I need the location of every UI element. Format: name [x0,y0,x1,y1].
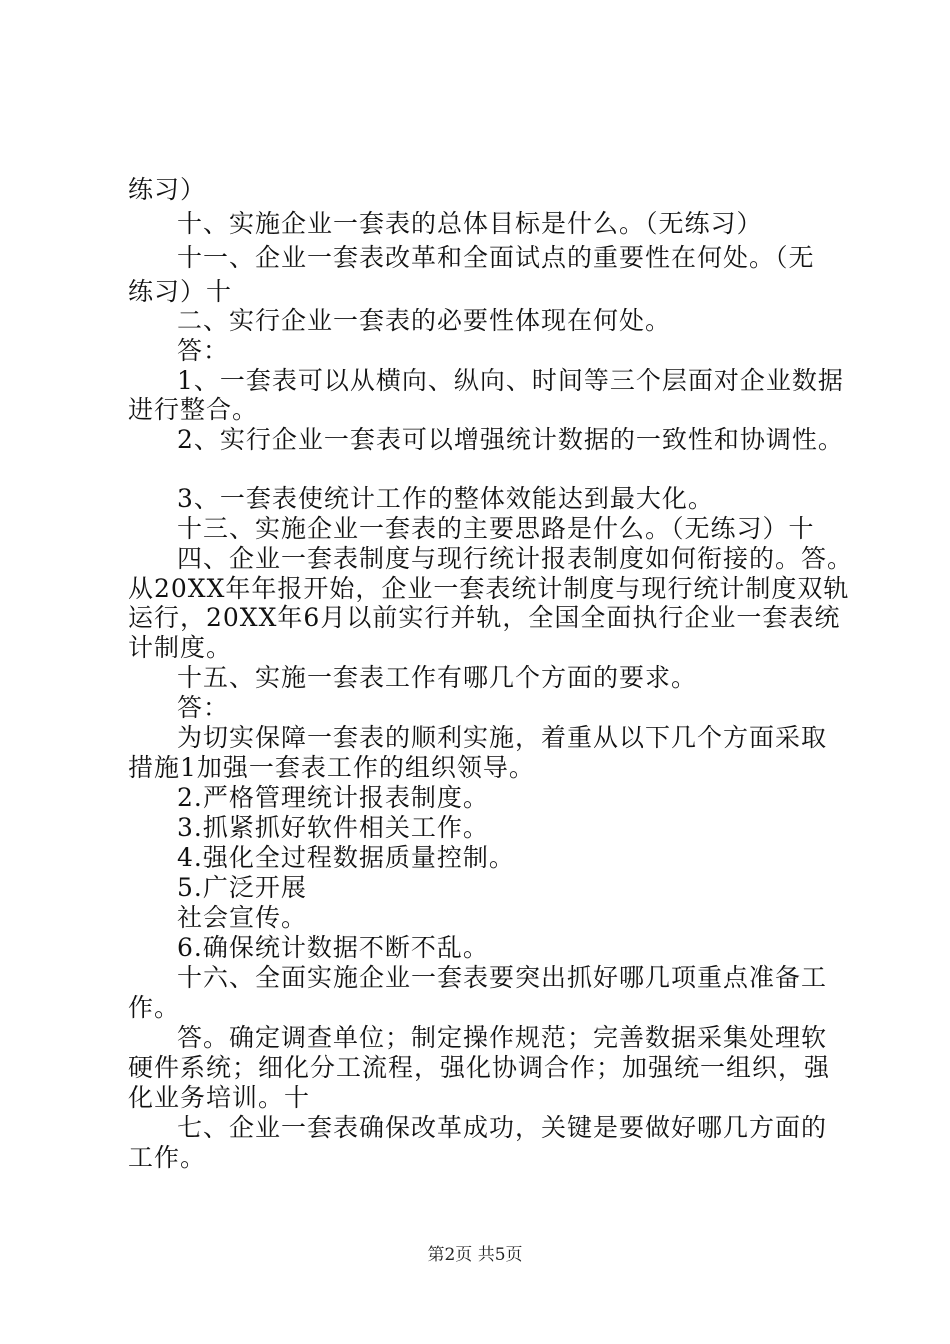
text-line: 3.抓紧抓好软件相关工作。 [177,813,489,842]
text-line: 十三、实施企业一套表的主要思路是什么。（无练习）十 [177,514,815,543]
text-line: 6.确保统计数据不断不乱。 [177,933,489,962]
text-line: 2、实行企业一套表可以增强统计数据的一致性和协调性。 [177,425,844,454]
text-line: 答。确定调查单位；制定操作规范；完善数据采集处理软 [177,1023,828,1052]
text-line: 四、企业一套表制度与现行统计报表制度如何衔接的。答。 [177,544,854,573]
text-line: 计制度。 [128,633,233,662]
text-line: 1、一套表可以从横向、纵向、时间等三个层面对企业数据 [177,366,844,395]
text-line: 硬件系统；细化分工流程，强化协调合作；加强统一组织，强 [128,1053,831,1082]
text-line: 十、实施企业一套表的总体目标是什么。（无练习） [177,209,763,238]
text-line: 二、实行企业一套表的必要性体现在何处。 [177,306,672,335]
text-line: 十六、全面实施企业一套表要突出抓好哪几项重点准备工 [177,963,828,992]
text-line: 练习）十 [128,277,233,306]
text-line: 为切实保障一套表的顺利实施，着重从以下几个方面采取 [177,723,828,752]
text-line: 练习） [128,175,207,204]
text-line: 进行整合。 [128,395,259,424]
text-line: 措施1加强一套表工作的组织领导。 [128,753,535,782]
text-line: 十五、实施一套表工作有哪几个方面的要求。 [177,663,698,692]
text-line: 从20XX年年报开始，企业一套表统计制度与现行统计制度双轨 [128,574,850,603]
text-line: 答： [177,693,230,722]
text-line: 答： [177,336,230,365]
text-line: 七、企业一套表确保改革成功，关键是要做好哪几方面的 [177,1113,828,1142]
text-line: 3、一套表使统计工作的整体效能达到最大化。 [177,484,714,513]
text-line: 2.严格管理统计报表制度。 [177,783,489,812]
text-line: 十一、企业一套表改革和全面试点的重要性在何处。（无 [177,243,815,272]
text-line: 5.广泛开展 [177,873,307,902]
text-line: 运行，20XX年6月以前实行并轨，全国全面执行企业一套表统 [128,603,841,632]
text-line: 社会宣传。 [177,903,308,932]
page-indicator: 第2页 共5页 [427,1245,523,1265]
text-line: 化业务培训。十 [128,1083,311,1112]
text-line: 工作。 [128,1143,207,1172]
text-line: 作。 [128,993,181,1022]
text-line: 4.强化全过程数据质量控制。 [177,843,515,872]
